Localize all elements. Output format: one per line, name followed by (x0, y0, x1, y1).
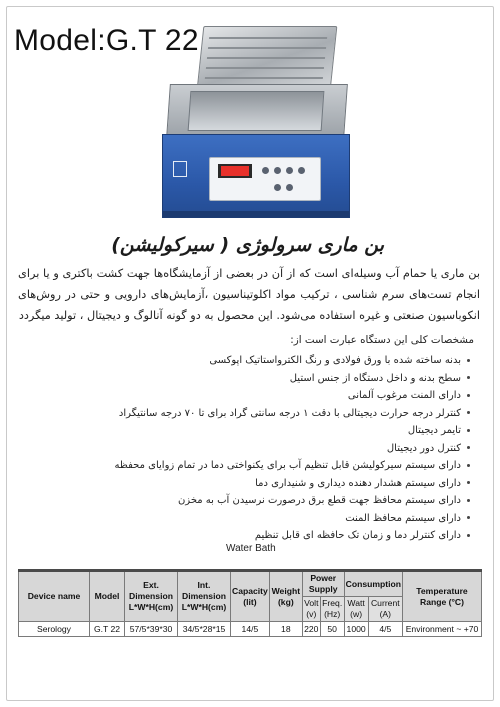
col-weight: Weight (kg) (269, 571, 302, 622)
col-int-dim: Int. Dimension L*W*H(cm) (178, 571, 231, 622)
col-model: Model (90, 571, 125, 622)
cell-device-name: Serology (19, 622, 90, 637)
cell-watt: 1000 (344, 622, 368, 637)
specs-heading: مشخصات کلی این دستگاه عبارت است از: (290, 334, 474, 346)
bullet-icon (467, 516, 470, 519)
col-ext-dim: Ext. Dimension L*W*H(cm) (125, 571, 178, 622)
cell-model: G.T 22 (90, 622, 125, 637)
cell-temperature: Environment ~ +70 (403, 622, 482, 637)
panel-button-icon (274, 184, 281, 191)
spec-item: دارای سیستم محافظ المنت (30, 510, 470, 528)
table-row (19, 622, 482, 637)
cell-capacity: 14/5 (231, 622, 270, 637)
device-tub (166, 84, 348, 138)
water-bath-device-image (160, 26, 350, 218)
product-title: بن ماری سرولوژی ( سیرکولیشن) (111, 234, 384, 256)
spec-item: دارای کنترلر دما و زمان تک حافظه ای قابل تنظیم (30, 527, 470, 545)
bullet-icon (467, 411, 470, 414)
device-display (218, 164, 252, 178)
col-freq: Freq. (Hz) (320, 597, 344, 622)
col-current: Current (A) (368, 597, 402, 622)
col-capacity: Capacity (lit) (231, 571, 270, 622)
spec-item: دارای سیستم محافظ جهت قطع برق درصورت نرسیدن آب به مخزن (30, 492, 470, 510)
spec-item: کنترل دور دیجیتال (30, 440, 470, 458)
cell-volt: 220 (302, 622, 320, 637)
col-device-name: Device name (19, 571, 90, 622)
cell-int-dim: 34/5*28*15 (178, 622, 231, 637)
device-logo-icon (173, 161, 187, 177)
spec-item: دارای سیستم هشدار دهنده دیداری و شنیداری دما (30, 475, 470, 493)
panel-button-icon (262, 167, 269, 174)
spec-table (18, 569, 482, 637)
bullet-icon (467, 394, 470, 397)
spec-item: تایمر دیجیتال (30, 422, 470, 440)
cell-ext-dim: 57/5*39*30 (125, 622, 178, 637)
col-watt: Watt (w) (344, 597, 368, 622)
spec-item: سطح بدنه و داخل دستگاه از جنس استیل (30, 370, 470, 388)
col-volt: Volt (v) (302, 597, 320, 622)
bullet-icon (467, 534, 470, 537)
col-temperature: Temperature Range (°C) (403, 571, 482, 622)
bullet-icon (467, 376, 470, 379)
table-caption: Water Bath (226, 543, 276, 554)
device-lid (197, 26, 338, 90)
panel-button-icon (298, 167, 305, 174)
panel-button-icon (286, 184, 293, 191)
device-control-panel (209, 157, 321, 201)
spec-item: دارای المنت مرغوب آلمانی (30, 387, 470, 405)
bullet-icon (467, 429, 470, 432)
model-label: Model:G.T 22 (14, 24, 199, 57)
col-power-supply: Power Supply (302, 571, 344, 597)
cell-weight: 18 (269, 622, 302, 637)
cell-freq: 50 (320, 622, 344, 637)
bullet-icon (467, 446, 470, 449)
panel-button-icon (274, 167, 281, 174)
spec-item: کنترلر درجه حرارت دیجیتالی با دقت ۱ درجه سانتی گراد برای تا ۷۰ درجه سانتیگراد (30, 405, 470, 423)
panel-button-icon (286, 167, 293, 174)
device-body (162, 134, 350, 218)
col-consumption: Consumption (344, 571, 402, 597)
bullet-icon (467, 481, 470, 484)
intro-paragraph: بن ماری یا حمام آب وسیله‌ای است که از آن در بعضی از آزمایشگاه‌ها جهت کشت باکتری و یا برای انجام تست‌های سرم شناسی ، ترکیب مواد اکلوتیناسیون ،آزمایش‌های دارویی و حتی در روش‌های انکوباسیون صنعتی و غیره استفاده می‌شود. این محصول به دو گونه آنالوگ و دیجیتال ، تولید میگردد (18, 267, 480, 322)
specs-list (30, 352, 470, 545)
spec-item: بدنه ساخته شده با ورق فولادی و رنگ الکترواستاتیک اپوکسی (30, 352, 470, 370)
bullet-icon (467, 359, 470, 362)
bullet-icon (467, 499, 470, 502)
bullet-icon (467, 464, 470, 467)
cell-current: 4/5 (368, 622, 402, 637)
spec-item: دارای سیستم سیرکولیشن قابل تنظیم آب برای یکنواختی دما در تمام زوایای محفظه (30, 457, 470, 475)
